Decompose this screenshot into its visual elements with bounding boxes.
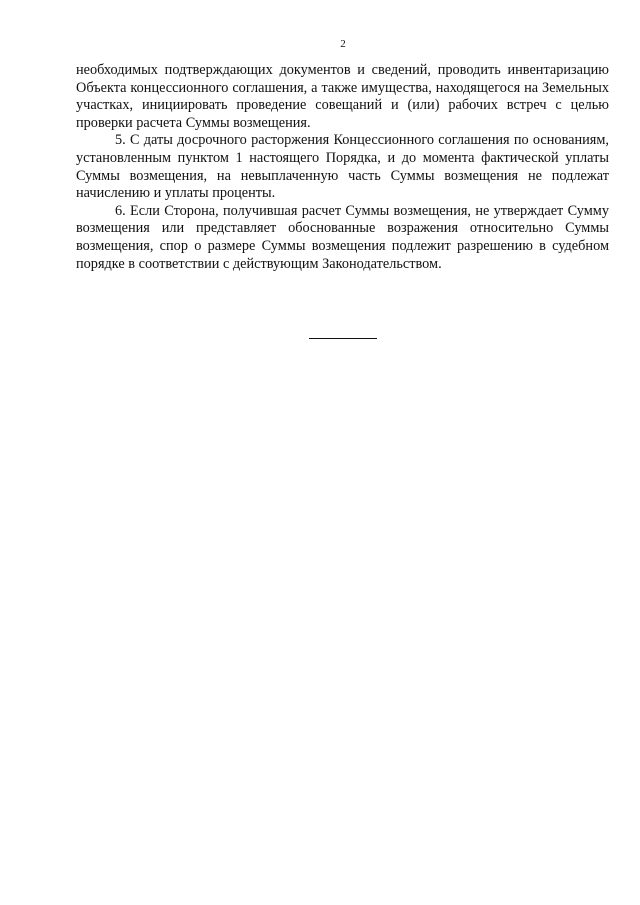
page-number: 2 xyxy=(340,38,346,50)
paragraph-item-6: 6. Если Сторона, получившая расчет Суммы возмещения, не утверждает Сумму возмещения или представляет обоснованные возражения относительно Суммы возмещения, спор о размере Суммы возмещения подлежит разрешению в судебном порядке в соответствии с действующим Законодательством. xyxy=(76,202,609,272)
end-of-text-divider xyxy=(309,338,377,339)
document-body xyxy=(76,62,609,273)
paragraph-item-5: 5. С даты досрочного расторжения Концессионного соглашения по основаниям, установленным пунктом 1 настоящего Порядка, и до момента фактической уплаты Суммы возмещения, на невыплаченную часть Суммы возмещения не подлежат начислению и уплаты проценты. xyxy=(76,132,609,202)
paragraph-continuation: необходимых подтверждающих документов и сведений, проводить инвентаризацию Объекта концессионного соглашения, а также имущества, находящегося на Земельных участках, инициировать проведение совещаний и (или) рабочих встреч с целью проверки расчета Суммы возмещения. xyxy=(76,62,609,131)
